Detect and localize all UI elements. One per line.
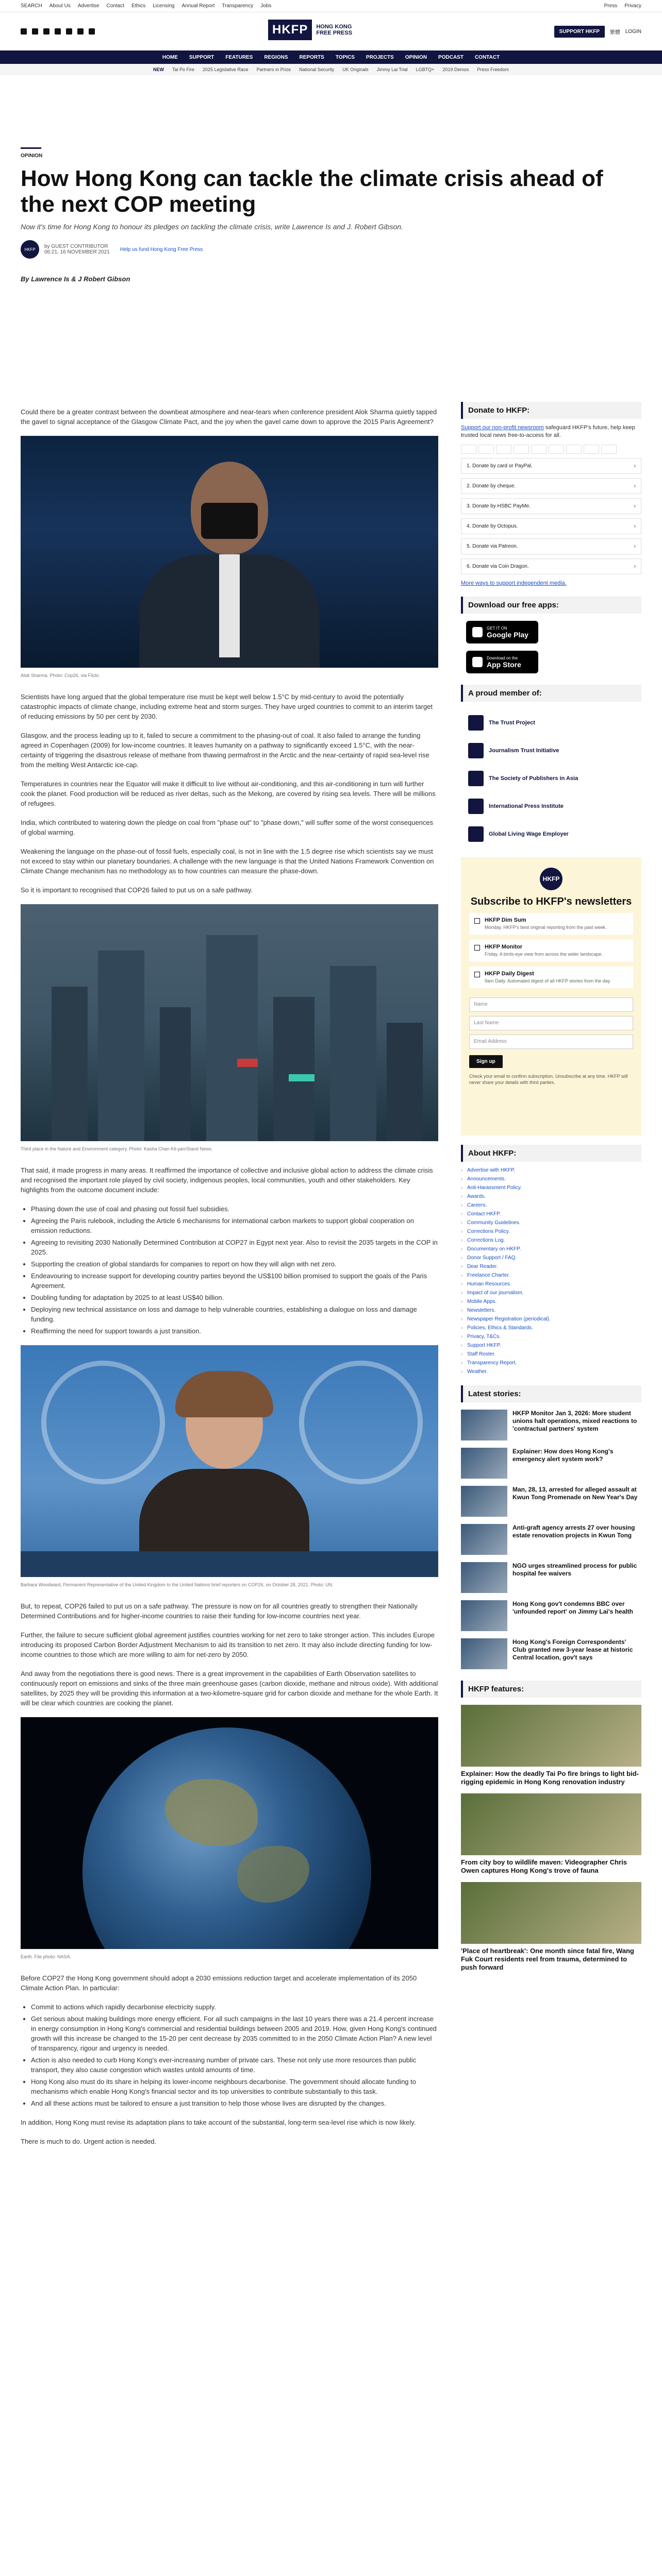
story-item[interactable]: Hong Kong's Foreign Correspondents' Club granted new 3-year lease at historic Central location, gov't says (461, 1638, 641, 1669)
byline (21, 240, 641, 259)
article-title: How Hong Kong can tackle the climate crisis ahead of the next COP meeting (21, 166, 603, 217)
story-item[interactable]: NGO urges streamlined process for public hospital fee waivers (461, 1562, 641, 1593)
features-heading: HKFP features: (461, 1681, 641, 1698)
list-item: • Deploying new technical assistance on loss and damage to help vulnerable countries, establishing a dialogue on loss and damage funding. (31, 1304, 438, 1324)
ticker-item[interactable]: Press Freedom (477, 67, 509, 72)
paragraph: Glasgow, and the process leading up to it, failed to secure a commitment to the phasing-out of coal. It also failed to arrange the funding agreed in Copenhagen (2009) for low-income countries. It leaves humanity on a pathway to significantly exceed 1.5°C, with the near-certainty of triggering the disastrous release of methane from thawing permafrost in the Arctic and the near-certainty of rapid sea-level rise from the melting West Antarctic ice-cap. (21, 732, 429, 769)
paragraph: So it is important to recognised that COP26 failed to put us on a safe pathway. (21, 886, 253, 894)
list-item: • Hong Kong also must do its share in helping its lower-income neighbours decarbonise. The government should allocate funding to mechanisms which enable Hong Kong's financial sector and its top universities to contribute substantially to this task. (31, 2077, 438, 2096)
sidebar (461, 402, 641, 1972)
story-thumbnail (461, 1562, 507, 1593)
signup-button[interactable]: Sign up (469, 1055, 503, 1068)
amex-icon (496, 445, 511, 454)
paragraph: Scientists have long argued that the global temperature rise must be kept well below 1.5°C by mid-century to avoid the potentially catastrophic impacts of climate change, including extreme heat and storm surges. They have urged countries to commit to an interim target of reducing emissions by 50 per cent by 2030. (21, 693, 433, 720)
paragraph: India, which contributed to watering down the pledge on coal from "phase out" to "phase down," will suffer some of the worst consequences of global warming. (21, 819, 434, 836)
about-link[interactable]: › Mobile Apps. (461, 1297, 641, 1306)
list-item: • Endeavouring to increase support for developing country parties beyond the US$100 billion promised to support the goals of the Paris Agreement. (31, 1271, 438, 1291)
about-heading: About HKFP: (461, 1145, 641, 1162)
paragraph: Before COP27 the Hong Kong government should adopt a 2030 emissions reduction target and accelerate implementation of its 2050 Climate Action Plan. In particular: (21, 1974, 417, 1992)
donate-widget (461, 424, 641, 587)
paragraph: But, to repeat, COP26 failed to put us on a safe pathway. The pressure is now on for all countries greatly to strengthen their Nationally Determined Contributions and for higher-income countries to raise their funding for low-income countries next year. (21, 1602, 418, 1620)
nav-item[interactable]: PROJECTS (366, 54, 394, 60)
ipi-icon (468, 799, 484, 814)
octopus-icon (584, 445, 599, 454)
membership-list (468, 709, 641, 848)
highlights-list (31, 1204, 438, 1336)
member-logo[interactable]: Global Living Wage Employer (468, 820, 641, 848)
nav-item[interactable]: PODCAST (438, 54, 464, 60)
app-store-button[interactable]: Download on the App Store (466, 651, 538, 673)
story-thumbnail (461, 1410, 507, 1440)
about-link[interactable]: › Support HKFP. (461, 1341, 641, 1350)
newsletter-option[interactable]: HKFP Monitor Friday. A birds-eye view from across the wider landscape. (469, 940, 633, 961)
checkbox[interactable] (474, 945, 480, 951)
about-link[interactable]: › Corrections Log. (461, 1236, 641, 1245)
about-link[interactable]: › Newsletters. (461, 1306, 641, 1315)
list-item: • Agreeing to revisiting 2030 Nationally Determined Contribution at COP27 in Egypt next year. Also to revisit the 2035 targets in the COP in 2025. (31, 1238, 438, 1257)
photo-earth (21, 1717, 438, 1949)
logo-line: FREE PRESS (316, 30, 353, 36)
photo-caption: Third place in the Nature and Environment category. Photo: Kasha Chan Kit-yan/Stand News. (21, 1146, 213, 1151)
about-link[interactable]: › Freelance Charter. (461, 1271, 641, 1280)
member-logo[interactable]: International Press Institute (468, 792, 641, 820)
photo-barbara-woodward (21, 1345, 438, 1577)
paragraph: Further, the failure to secure sufficient global agreement justifies countries working for net zero to take stronger action. This includes Europe introducing its proposed Carbon Border Adjustment Mechanism to aid its transition to net zero. It may also include directing funding for low-income countries to those which are more willing to aim for net-zero by 2050. (21, 1631, 435, 1658)
visa-icon (478, 445, 494, 454)
about-link[interactable]: › Careers. (461, 1201, 641, 1210)
instagram-icon[interactable] (43, 28, 49, 35)
nav-item[interactable]: OPINION (405, 54, 427, 60)
category-tag[interactable]: OPINION (21, 147, 41, 159)
chevron-right-icon: › (634, 523, 636, 529)
newsletter-signup (461, 857, 641, 1136)
logo-mark: HKFP (268, 20, 312, 40)
apps-heading: Download our free apps: (461, 597, 641, 614)
photo-hong-kong-skyline-smog (21, 904, 438, 1141)
topic-ticker (0, 64, 662, 75)
share-label[interactable]: Help us fund Hong Kong Free Press (120, 246, 203, 252)
paragraph: Weakening the language on the phase-out of fossil fuels, especially coal, is not in line with the 1.5 degree rise which scientists say we must not exceed to stay within our planetary boundaries. A challenge with the new language is that the United Nations Framework Convention on Climate Change mechanism has no methodology as to how countries can measure the phase-down. (21, 848, 434, 875)
publish-date: 06:21, 16 NOVEMBER 2021 (44, 249, 110, 255)
list-item: • Get serious about making buildings more energy efficient. For all such campaigns in the last 10 years there was a 21.4 percent increase in energy consumption in Hong Kong's commercial and residential buildings between 2005 and 2019. How, given Hong Kong's continued growth will this increase be changed to the 15-20 per cent decrease by 2035 committed to in the 2050 Climate Action Plan? A new level of transparency, rigour and urgency is needed. (31, 2014, 438, 2053)
author-name[interactable]: by GUEST CONTRIBUTOR (44, 244, 108, 249)
about-link[interactable]: › Contact HKFP. (461, 1210, 641, 1218)
story-item[interactable]: Anti-graft agency arrests 27 over housing estate renovation projects in Kwun Tong (461, 1524, 641, 1555)
list-item: • Doubling funding for adaptation by 2025 to at least US$40 billion. (31, 1293, 438, 1302)
nav-item[interactable]: REGIONS (264, 54, 288, 60)
top-utility-bar (0, 0, 662, 12)
first-name-input[interactable]: Name (469, 997, 633, 1012)
paypal-icon (514, 445, 529, 454)
site-header (0, 12, 662, 50)
ticker-item[interactable]: 2025 Legislative Race (203, 67, 249, 72)
donate-option[interactable]: 6. Donate via Coin Dragon. › (461, 558, 641, 574)
topbar-link[interactable]: Advertise (77, 3, 100, 9)
topbar-link[interactable]: Ethics (131, 3, 146, 9)
story-thumbnail (461, 1524, 507, 1555)
apple-icon (472, 657, 483, 667)
story-item[interactable]: Hong Kong gov't condemns BBC over 'unfounded report' on Jimmy Lai's health (461, 1600, 641, 1631)
login-link[interactable]: LOGIN (625, 28, 641, 35)
member-logo[interactable]: The Trust Project (468, 709, 641, 737)
article-header (21, 147, 641, 283)
about-link[interactable]: › Community Guidelines. (461, 1218, 641, 1227)
sopa-icon (468, 771, 484, 786)
nav-item[interactable]: TOPICS (335, 54, 355, 60)
language-toggle[interactable]: 繁體 (609, 29, 620, 36)
paragraph: Temperatures in countries near the Equator will make it difficult to live without air-conditioning, and this air-conditioning in turn will further cook the planet. Food production will be reduced as river deltas, such as the Mekong, are covered by rising sea levels. There will be millions of refugees. (21, 780, 436, 807)
donate-option[interactable]: 4. Donate by Octopus. › (461, 518, 641, 534)
list-item: • Action is also needed to curb Hong Kong's ever-increasing number of private cars. These not only use more resources than public transport, they also cause congestion which wastes untold amounts of time. (31, 2055, 438, 2075)
author-avatar: HKFP (21, 240, 39, 259)
about-link[interactable]: › Staff Roster. (461, 1350, 641, 1359)
linkedin-icon[interactable] (89, 28, 95, 35)
ticker-label: NEW (153, 67, 164, 72)
google-play-button[interactable]: GET IT ON Google Play (466, 621, 538, 643)
ticker-item[interactable]: Partners in Prize (256, 67, 291, 72)
paragraph: There is much to do. Urgent action is needed. (21, 2138, 157, 2145)
nav-item[interactable]: FEATURES (225, 54, 253, 60)
last-name-input[interactable]: Last Name (469, 1016, 633, 1030)
donate-heading: Donate to HKFP: (461, 402, 641, 419)
donate-option[interactable]: 5. Donate via Patreon. › (461, 538, 641, 554)
about-link[interactable]: › Awards. (461, 1192, 641, 1201)
story-item[interactable]: HKFP Monitor Jan 3, 2026: More student unions halt operations, mixed reactions to 'contractual partners' system (461, 1410, 641, 1440)
feature-item[interactable]: From city boy to wildlife maven: Videographer Chris Owen captures Hong Kong's trove of fauna (461, 1793, 641, 1875)
about-link[interactable]: › Transparency Report. (461, 1359, 641, 1367)
nav-item[interactable]: CONTACT (474, 54, 500, 60)
list-item: • Phasing down the use of coal and phasing out fossil fuel subsidies. (31, 1204, 438, 1214)
newsletter-option[interactable]: HKFP Dim Sum Monday. HKFP's best original reporting from the past week. (469, 913, 633, 935)
ticker-item[interactable]: LGBTQ+ (416, 67, 435, 72)
paragraph: And away from the negotiations there is good news. There is a great improvement in the capabilities of Earth Observation satellites to continuously report on emissions and sinks of the three main greenhouse gases (carbon dioxide, methane and nitrous oxide). With additional satellites, by 2025 they will be providing this information at a two-kilometre-square grid for carbon dioxide and methane for the whole Earth. It will be clear which countries are cooking the planet. (21, 1670, 438, 1707)
photo-alok-sharma (21, 436, 438, 668)
topbar-link[interactable]: About Us (49, 3, 71, 9)
payme-icon (566, 445, 582, 454)
member-logo[interactable]: The Society of Publishers in Asia (468, 765, 641, 792)
hkfp-logo: HKFP (540, 868, 562, 890)
threads-icon[interactable] (77, 28, 84, 35)
member-logo[interactable]: Journalism Trust Initiative (468, 737, 641, 765)
email-input[interactable]: Email Address (469, 1035, 633, 1049)
topbar-link[interactable]: Annual Report (181, 3, 215, 9)
chevron-right-icon: › (634, 544, 636, 549)
logo-line: HONG KONG (316, 24, 352, 30)
ticker-item[interactable]: 2019 Demos (442, 67, 469, 72)
about-link[interactable]: › Policies, Ethics & Standards. (461, 1324, 641, 1332)
about-link[interactable]: › Weather. (461, 1367, 641, 1376)
trust-project-icon (468, 715, 484, 731)
site-logo[interactable] (268, 20, 352, 40)
list-item: • Agreeing the Paris rulebook, including the Article 6 mechanisms for international carbon markets to support global cooperation on emission reductions. (31, 1216, 438, 1235)
story-thumbnail (461, 1448, 507, 1479)
about-link[interactable]: › Announcements. (461, 1175, 641, 1183)
about-link[interactable]: › Corrections Policy. (461, 1227, 641, 1236)
newsletter-title: Subscribe to HKFP's newsletters (470, 896, 632, 907)
topbar-link[interactable]: Contact (106, 3, 124, 9)
x-icon[interactable] (32, 28, 38, 35)
main-nav (0, 50, 662, 64)
support-button[interactable]: SUPPORT HKFP (554, 26, 605, 38)
standfirst: Now it's time for Hong Kong to honour its pledges on tackling the climate crisis, write Lawrence Is and J. Robert Gibson. (21, 223, 403, 231)
about-link[interactable]: › Anti-Harassment Policy. (461, 1183, 641, 1192)
youtube-icon[interactable] (55, 28, 61, 35)
mastercard-icon (461, 445, 476, 454)
paragraph: In addition, Hong Kong must revise its adaptation plans to take account of the substantial, long-term sea-level rise which is now likely. (21, 2119, 416, 2126)
about-links (461, 1166, 641, 1376)
newsletter-option[interactable]: HKFP Daily Digest 9am Daily. Automated digest of all HKFP stories from the day. (469, 967, 633, 988)
list-item: • And all these actions must be tailored to ensure a just transition to help those whose lives are disrupted by the changes. (31, 2098, 438, 2108)
google-play-icon (472, 627, 483, 637)
topbar-link[interactable]: Press (604, 3, 618, 9)
ticker-item[interactable]: UK Originals (342, 67, 369, 72)
search-link[interactable]: SEARCH (21, 3, 42, 9)
about-link[interactable]: › Donor Support / FAQ. (461, 1253, 641, 1262)
nav-item[interactable]: SUPPORT (189, 54, 214, 60)
more-ways-link[interactable]: More ways to support independent media. (461, 580, 567, 586)
about-link[interactable]: › Impact of our journalism. (461, 1289, 641, 1297)
telegram-icon[interactable] (66, 28, 72, 35)
latest-heading: Latest stories: (461, 1385, 641, 1402)
nav-item[interactable]: HOME (162, 54, 178, 60)
list-item: • Reaffirming the need for support towards a just transition. (31, 1326, 438, 1336)
paragraph: Could there be a greater contrast between the downbeat atmosphere and near-tears when conference president Alok Sharma quietly tapped the gavel to signal acceptance of the Glasgow Climate Pact, and the joy when the gavel came down to approve the 2015 Paris Agreement? (21, 408, 437, 426)
unionpay-icon (549, 445, 564, 454)
feature-item[interactable]: Explainer: How the deadly Tai Po fire brings to light bid-rigging epidemic in Hong Kong renovation industry (461, 1705, 641, 1786)
nav-item[interactable]: REPORTS (299, 54, 324, 60)
story-item[interactable]: Man, 28, 13, arrested for alleged assault at Kwun Tong Promenade on New Year's Day (461, 1486, 641, 1517)
checkbox[interactable] (474, 918, 480, 924)
chevron-right-icon: › (634, 564, 636, 569)
topbar-link[interactable]: Transparency (222, 3, 254, 9)
topbar-link[interactable]: Licensing (153, 3, 175, 9)
topbar-link[interactable]: Jobs (260, 3, 272, 9)
living-wage-icon (468, 826, 484, 842)
donate-link[interactable]: Support our non-profit newsroom (461, 425, 544, 431)
about-link[interactable]: › Documentary on HKFP. (461, 1245, 641, 1253)
about-link[interactable]: › Privacy, T&Cs. (461, 1332, 641, 1341)
photo-caption: Alok Sharma. Photo: Cop26, via Flickr. (21, 673, 101, 678)
ticker-item[interactable]: National Security (299, 67, 335, 72)
list-item: • Commit to actions which rapidly decarbonise electricity supply. (31, 2002, 438, 2012)
chevron-right-icon: › (634, 463, 636, 469)
donate-option[interactable]: 1. Donate by card or PayPal. › (461, 458, 641, 474)
donate-text: safeguard HKFP's future, help keep trusted local news free-to-access for all. (461, 425, 635, 438)
story-thumbnail (461, 1486, 507, 1517)
checkbox[interactable] (474, 972, 480, 977)
author-credit: By Lawrence Is & J Robert Gibson (21, 275, 130, 283)
jcb-icon (531, 445, 547, 454)
feature-thumbnail (461, 1705, 641, 1767)
chevron-right-icon: › (634, 503, 636, 509)
feature-thumbnail (461, 1882, 641, 1944)
photo-caption: Earth. File photo: NASA. (21, 1954, 72, 1959)
about-link[interactable]: › Advertise with HKFP. (461, 1166, 641, 1175)
feature-thumbnail (461, 1793, 641, 1855)
ticker-item[interactable]: Tai Po Fire (172, 67, 194, 72)
photo-caption: Barbara Woodward, Permanent Representative of the United Kingdom to the United Nations brief reporters on COP26, on October 28, 2021. Photo: UN. (21, 1582, 334, 1587)
about-link[interactable]: › Newspaper Registration (periodical). (461, 1315, 641, 1324)
about-link[interactable]: › Dear Reader. (461, 1262, 641, 1271)
membership-heading: A proud member of: (461, 685, 641, 702)
ticker-item[interactable]: Jimmy Lai Trial (376, 67, 408, 72)
about-link[interactable]: › Human Resources. (461, 1280, 641, 1289)
story-thumbnail (461, 1600, 507, 1631)
donate-option[interactable]: 2. Donate by cheque. › (461, 478, 641, 494)
payment-icons (461, 445, 641, 454)
patreon-icon (601, 445, 617, 454)
recommendations-list (31, 2002, 438, 2108)
donate-option[interactable]: 3. Donate by HSBC PayMe. › (461, 498, 641, 514)
facebook-icon[interactable] (21, 28, 27, 35)
feature-item[interactable]: 'Place of heartbreak': One month since fatal fire, Wang Fuk Court residents reel from trauma, determined to push forward (461, 1882, 641, 1972)
paragraph: That said, it made progress in many areas. It reaffirmed the importance of collective and inclusive global action to address the climate crisis and recognised the important role played by civil society, indigenous peoples, local communities, youth and other stakeholders. Key highlights from the outcome document include: (21, 1166, 433, 1194)
story-item[interactable]: Explainer: How does Hong Kong's emergency alert system work? (461, 1448, 641, 1479)
article-body (21, 407, 438, 2156)
list-item: • Supporting the creation of global standards for companies to report on how they will align with net zero. (31, 1259, 438, 1269)
social-icons (21, 28, 95, 35)
story-thumbnail (461, 1638, 507, 1669)
jti-icon (468, 743, 484, 758)
chevron-right-icon: › (634, 483, 636, 489)
topbar-link[interactable]: Privacy (624, 3, 641, 9)
signup-note: Check your email to confirm subscription. Unsubscribe at any time. HKFP will never share your details with third parties. (469, 1074, 628, 1085)
